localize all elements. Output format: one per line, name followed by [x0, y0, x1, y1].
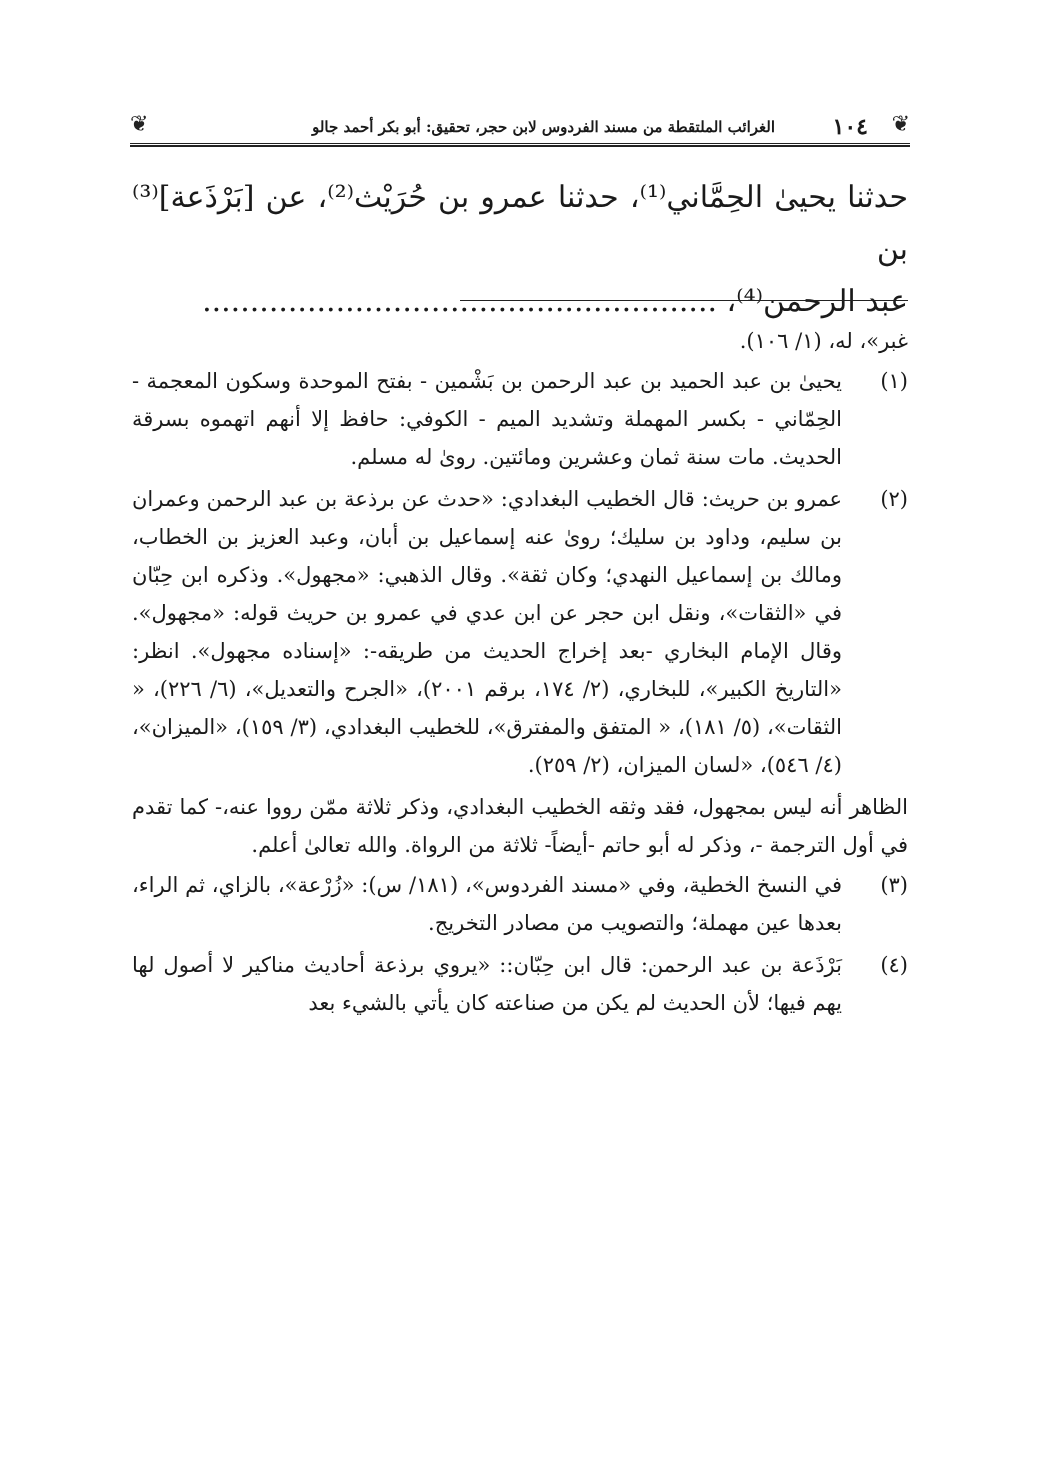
footnote-carryover: غبر»، له، (١/ ١٠٦). — [739, 329, 908, 353]
footnote-number: (٣) — [880, 873, 908, 897]
footnote-number: (٤) — [880, 953, 908, 977]
footnote-item — [132, 480, 908, 784]
main-text-line: عبد الرحمن⁽⁴⁾، ...................................................... — [202, 284, 908, 319]
book-title: الغرائب الملتقطة من مسند الفردوس لابن حجر، تحقيق: أبو بكر أحمد جالو — [312, 118, 775, 136]
ornament-left-icon: ❦ — [130, 112, 149, 137]
footnote-text: في النسخ الخطية، وفي «مسند الفردوس»، (١٨١/ س): «زُرْعة»، بالزاي، ثم الراء، بعدها عين مهملة؛ والتصويب من مصادر التخريج. — [132, 873, 842, 935]
footnote-item — [132, 866, 908, 942]
main-text — [132, 172, 908, 328]
footnote-separator — [460, 300, 908, 301]
footnote-number: (١) — [880, 369, 908, 393]
footnote-paragraph: الظاهر أنه ليس بمجهول، فقد وثقه الخطيب البغدادي، وذكر ثلاثة ممّن رووا عنه،- كما تقدم في أول الترجمة -، وذكر له أبو حاتم -أيضاً- ثلاثة من الرواة. والله تعالىٰ أعلم. — [132, 795, 908, 857]
header-rule — [130, 143, 910, 147]
ornament-right-icon: ❦ — [891, 112, 910, 137]
footnotes — [132, 322, 908, 1026]
footnote-text: بَرْذَعة بن عبد الرحمن: قال ابن حِبّان:: «يروي برذعة أحاديث مناكير لا أصول لها يهم فيها؛ لأن الحديث لم يكن من صناعته كان يأتي بالشيء بعد — [132, 953, 842, 1015]
footnote-text: عمرو بن حريث: قال الخطيب البغدادي: «حدث عن برذعة بن عبد الرحمن وعمران بن سليم، وداود بن سليك؛ روىٰ عنه إسماعيل بن أبان، وعبد العزيز بن الخطاب، ومالك بن إسماعيل النهدي؛ وكان ثقة». وقال الذهبي: «مجهول». وذكره ابن حِبّان في «الثقات»، ونقل ابن حجر عن ابن عدي في عمرو بن حريث قوله: «مجهول». وقال الإمام البخاري -بعد إخراج الحديث من طريقه-: «إسناده مجهول». انظر: «التاريخ الكبير»، للبخاري، (٢/ ١٧٤، برقم ٢٠٠١)، «الجرح والتعديل»، (٦/ ٢٢٦)، « الثقات»، (٥/ ١٨١)، « المتفق والمفترق»، للخطيب البغدادي، (٣/ ١٥٩)، «الميزان»، (٤/ ٥٤٦)، «لسان الميزان، (٢/ ٢٥٩). — [132, 487, 843, 777]
footnote-item — [132, 946, 908, 1022]
main-text-line: حدثنا يحيىٰ الحِمَّاني⁽¹⁾، حدثنا عمرو بن حُرَيْث⁽²⁾، عن [بَرْذَعة]⁽³⁾ بن — [132, 180, 908, 267]
footnote-text: يحيىٰ بن عبد الحميد بن عبد الرحمن بن بَشْمين - بفتح الموحدة وسكون المعجمة - الحِمّاني - بكسر المهملة وتشديد الميم - الكوفي: حافظ إلا أنهم اتهموه بسرقة الحديث. مات سنة ثمان وعشرين ومائتين. روىٰ له مسلم. — [132, 369, 842, 469]
footnote-number: (٢) — [880, 487, 908, 511]
page-number: ١٠٤ — [832, 114, 868, 140]
footnote-item — [132, 362, 908, 476]
running-header — [130, 112, 910, 142]
